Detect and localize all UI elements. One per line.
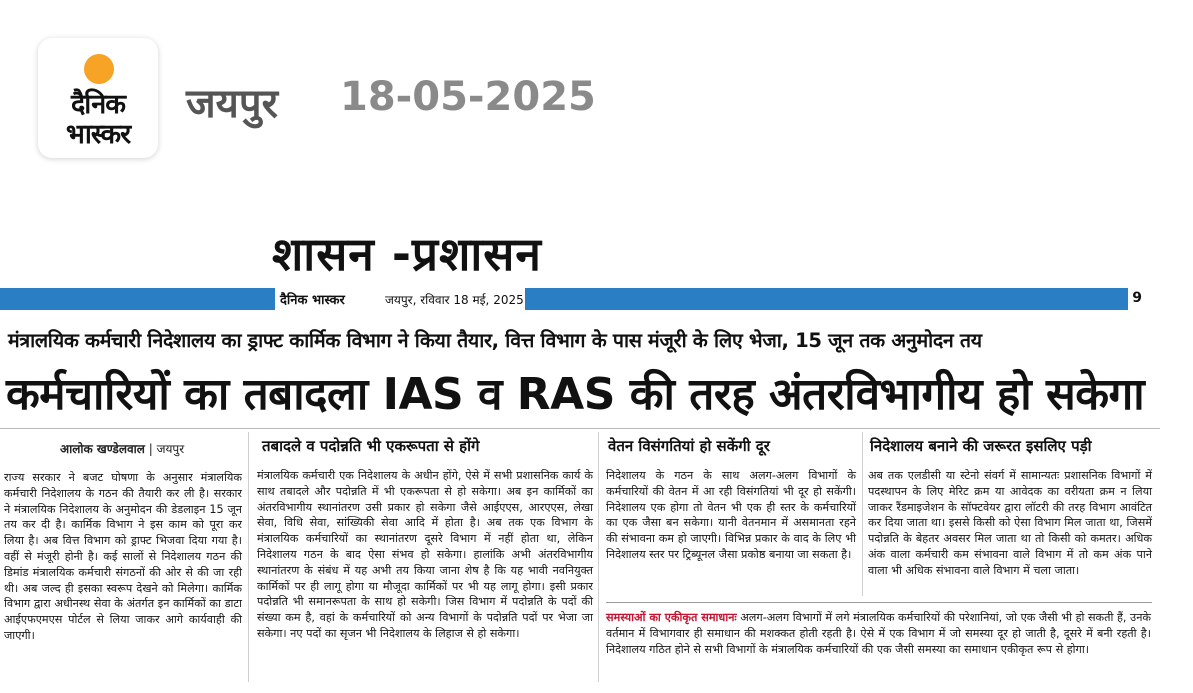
- box-text: अलग-अलग विभागों में लगे मंत्रालयिक कर्मचारियों की परेशानियां, जो एक जैसी भी हो सकती हैं, उनके वर्तमान में विभागवार ही समाधान की मशक्कत होती रहती है। ऐसे में एक विभाग में जो समस्या दूर हो जाती है, दूसरे में बनी रहती है। निदेशालय गठित होने से सभी विभागों के मंत्रालयिक कर्मचारियों की एक जैसी समस्या का समाधान एकीकृत रूप से होगा।: [606, 611, 1151, 656]
- page-folio-bar: [0, 288, 1158, 310]
- dainik-bhaskar-logo: [38, 38, 158, 158]
- byline-name: आलोक खण्डेलवाल: [60, 442, 145, 456]
- column-divider: [862, 432, 863, 596]
- article-subheadline: मंत्रालयिक कर्मचारी निदेशालय का ड्राफ्ट कार्मिक विभाग ने किया तैयार, वित्त विभाग के पास मंजूरी के लिए भेजा, 15 जून तक अनुमोदन तय: [8, 329, 982, 352]
- article-column-4: अब तक एलडीसी या स्टेनो संवर्ग में सामान्यतः प्रशासनिक विभागों में पदस्थापन के लिए मेरिट क्रम या आवेदक का वरीयता क्रम न लिया जाकर रैंडमाइजेशन के सॉफ्टवेयर द्वारा लॉटरी की तरह विभाग आवंटित कर दिया जाता था। इससे किसी को ऐसा विभाग मिल जाता था, जिसमें पदोन्नति के बेहतर अवसर मिल जाता था तो किसी को कमतर। अधिक अंक वाला कर्मचारी कम संभावना वाले विभाग में तो कम अंक पाने वाला भी अधिक संभावना वाले विभाग में चला जाता।: [868, 469, 1152, 577]
- article-column-2: मंत्रालयिक कर्मचारी एक निदेशालय के अधीन होंगे, ऐसे में सभी प्रशासनिक कार्य के साथ तबादले और पदोन्नति में भी एकरूपता से हो सकेगा। अब इन कार्मिकों का अंतरविभागीय स्थानांतरण उसी प्रकार हो सकेगा जैसे आईएएस, आरएएस, लेखा सेवा, विधि सेवा, सांख्यिकी सेवा आदि में होता है। अब तक एक विभाग के मंत्रालयिक कर्मचारियों का स्थानांतरण दूसरे विभाग में नहीं होता था, लेकिन निदेशालय गठन के बाद ऐसा संभव हो सकेगा। हालांकि अभी अंतरविभागीय स्थानांतरण के संबंध में यह अभी तय किया जाना शेष है कि यह भावी नवनियुक्त कार्मिकों पर ही लागू होगा या मौजूदा कार्मिकों पर भी यह लागू होगा। इसी प्रकार पदोन्नति भी समानरूपता के साथ हो सकेगी। जिस विभाग में पदोन्नति के पदों की संख्या कम है, वहां के कर्मचारियों को अन्य विभागों के पदोन्नति पदों पर भेजा जा सकेगा। नए पदों का सृजन भी निदेशालय के लिहाज से हो सकेगा।: [257, 469, 593, 640]
- folio-publication: दैनिक भास्कर: [280, 293, 345, 308]
- article-headline: कर्मचारियों का तबादला IAS व RAS की तरह अंतरविभागीय हो सकेगा: [6, 369, 1145, 420]
- column-3-heading: वेतन विसंगतियां हो सकेंगी दूर: [608, 437, 770, 455]
- column-divider: [598, 432, 599, 682]
- integrated-solution-box: [606, 610, 1151, 658]
- logo-text-line1: दैनिक: [70, 89, 126, 120]
- sun-logo-icon: [84, 54, 114, 84]
- article-column-3: निदेशालय के गठन के साथ अलग-अलग विभागों के कर्मचारियों की वेतन में आ रही विसंगतियां भी दूर हो सकेंगी। निदेशालय एक होगा तो वेतन भी एक ही स्तर के कर्मचारियों का एक जैसा बन सकेगा। यानी वेतनमान में असमानता रहने की संभावना कम हो जाएगी। विभिन्न प्रकार के वाद के लिए भी निदेशालय स्तर पर ट्रिब्यूनल जैसा प्रकोष्ठ बनाया जा सकता है।: [606, 469, 856, 561]
- logo-text-line2: भास्कर: [65, 119, 131, 150]
- column-2-heading: तबादले व पदोन्नति भी एकरूपता से होंगे: [262, 437, 480, 455]
- folio-dateline: जयपुर, रविवार 18 मई, 2025: [385, 293, 524, 307]
- edition-date: 18-05-2025: [340, 74, 596, 120]
- byline: आलोक खण्डेलवाल | जयपुर: [60, 442, 185, 456]
- byline-city: जयपुर: [156, 442, 185, 456]
- box-label: समस्याओं का एकीकृत समाधानः: [606, 611, 737, 624]
- edition-city: जयपुर: [186, 81, 278, 127]
- column-divider: [248, 432, 249, 682]
- column-4-heading: निदेशालय बनाने की जरूरत इसलिए पड़ी: [870, 437, 1092, 455]
- section-title: शासन -प्रशासन: [272, 227, 542, 281]
- page-number: 9: [1132, 290, 1142, 306]
- box-rule: [606, 602, 1152, 603]
- headline-rule: [0, 428, 1160, 429]
- article-column-1: राज्य सरकार ने बजट घोषणा के अनुसार मंत्रालयिक कर्मचारी निदेशालय के गठन की तैयारी कर ली है। सरकार ने मंत्रालयिक निदेशालय के अनुमोदन की डेडलाइन 15 जून तय कर दी है। कार्मिक विभाग ने इस काम को पूरा कर लिया है। अब वित्त विभाग को ड्राफ्ट भिजवा दिया गया है। वहीं से मंजूरी होनी है। कई सालों से निदेशालय गठन की डिमांड मंत्रालयिक कर्मचारी संगठनों की ओर से की जा रही थी। अब जल्द ही इसका स्वरूप देखने को मिलेगा। कार्मिक विभाग द्वारा अधीनस्थ सेवा के अंतर्गत इन कार्मिकों का डाटा आईएफएमएस पोर्टल से लिया जाकर आगे कार्यवाही की जाएगी।: [4, 471, 242, 642]
